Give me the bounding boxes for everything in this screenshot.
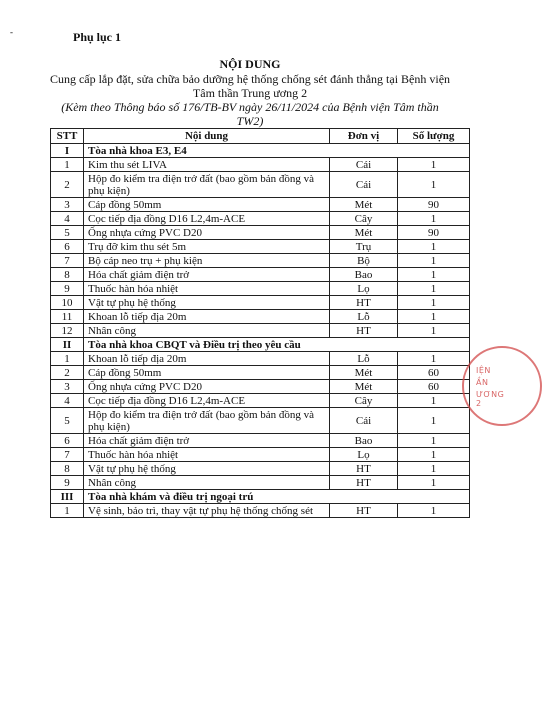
- section-title: Tòa nhà khoa E3, E4: [84, 144, 470, 158]
- row-stt: 2: [51, 172, 84, 198]
- row-content: Thuốc hàn hóa nhiệt: [84, 448, 330, 462]
- row-stt: 8: [51, 462, 84, 476]
- row-stt: 12: [51, 324, 84, 338]
- row-quantity: 1: [398, 268, 470, 282]
- row-unit: HT: [330, 476, 398, 490]
- row-quantity: 1: [398, 310, 470, 324]
- row-unit: HT: [330, 324, 398, 338]
- row-content: Cọc tiếp địa đồng D16 L2,4m-ACE: [84, 394, 330, 408]
- row-stt: 6: [51, 434, 84, 448]
- table-body: [51, 144, 470, 518]
- col-header-unit: Đơn vị: [330, 129, 398, 144]
- table-row: [51, 504, 470, 518]
- stamp-text-3: ƯƠNG 2: [476, 390, 505, 408]
- row-quantity: 1: [398, 282, 470, 296]
- row-stt: 9: [51, 282, 84, 296]
- row-content: Khoan lỗ tiếp địa 20m: [84, 310, 330, 324]
- row-stt: 9: [51, 476, 84, 490]
- row-quantity: 1: [398, 240, 470, 254]
- row-stt: 3: [51, 380, 84, 394]
- table-row: [51, 268, 470, 282]
- row-unit: Cây: [330, 212, 398, 226]
- row-unit: HT: [330, 462, 398, 476]
- col-header-qty: Số lượng: [398, 129, 470, 144]
- row-quantity: 1: [398, 434, 470, 448]
- section-row: [51, 338, 470, 352]
- section-number: II: [51, 338, 84, 352]
- table-row: [51, 380, 470, 394]
- row-unit: Bao: [330, 434, 398, 448]
- row-stt: 4: [51, 212, 84, 226]
- row-quantity: 60: [398, 366, 470, 380]
- row-unit: Bộ: [330, 254, 398, 268]
- row-content: Ống nhựa cứng PVC D20: [84, 380, 330, 394]
- table-row: [51, 212, 470, 226]
- reference-note-line-1: (Kèm theo Thông báo số 176/TB-BV ngày 26/11/2024 của Bệnh viện Tâm thần: [61, 100, 439, 114]
- row-quantity: 1: [398, 324, 470, 338]
- row-quantity: 1: [398, 476, 470, 490]
- row-quantity: 1: [398, 212, 470, 226]
- row-stt: 10: [51, 296, 84, 310]
- subtitle-line-1: Cung cấp lắp đặt, sửa chữa bảo dưỡng hệ thống chống sét đánh thẳng tại Bệnh viện: [49, 72, 451, 86]
- row-unit: Cái: [330, 158, 398, 172]
- row-quantity: 1: [398, 158, 470, 172]
- table-row: [51, 282, 470, 296]
- row-quantity: 1: [398, 352, 470, 366]
- row-stt: 1: [51, 504, 84, 518]
- table-row: [51, 296, 470, 310]
- row-stt: 8: [51, 268, 84, 282]
- row-quantity: 1: [398, 394, 470, 408]
- row-quantity: 1: [398, 172, 470, 198]
- section-number: III: [51, 490, 84, 504]
- row-unit: Mét: [330, 380, 398, 394]
- row-stt: 5: [51, 226, 84, 240]
- row-content: Hóa chất giảm điện trở: [84, 268, 330, 282]
- row-unit: Bao: [330, 268, 398, 282]
- section-number: I: [51, 144, 84, 158]
- row-stt: 7: [51, 448, 84, 462]
- row-content: Kim thu sét LIVA: [84, 158, 330, 172]
- row-stt: 11: [51, 310, 84, 324]
- row-content: Cọc tiếp địa đồng D16 L2,4m-ACE: [84, 212, 330, 226]
- table-row: [51, 408, 470, 434]
- table-header-row: [51, 129, 470, 144]
- table-row: [51, 434, 470, 448]
- table-row: [51, 324, 470, 338]
- row-stt: 2: [51, 366, 84, 380]
- row-unit: Lỗ: [330, 310, 398, 324]
- row-content: Vật tự phụ hệ thống: [84, 462, 330, 476]
- row-quantity: 1: [398, 504, 470, 518]
- table-row: [51, 462, 470, 476]
- row-unit: Cái: [330, 172, 398, 198]
- section-row: [51, 144, 470, 158]
- row-content: Bộ cáp neo trụ + phụ kiện: [84, 254, 330, 268]
- row-unit: Cây: [330, 394, 398, 408]
- table-row: [51, 172, 470, 198]
- corner-mark: -: [10, 27, 13, 37]
- table-row: [51, 226, 470, 240]
- row-content: Vật tự phụ hệ thống: [84, 296, 330, 310]
- appendix-label: Phụ lục 1: [73, 30, 122, 44]
- row-content: Vệ sinh, bảo trì, thay vật tự phụ hệ thống chống sét: [84, 504, 330, 518]
- col-header-content: Nội dung: [84, 129, 330, 144]
- row-quantity: 90: [398, 226, 470, 240]
- row-stt: 5: [51, 408, 84, 434]
- table-row: [51, 394, 470, 408]
- row-unit: Lỗ: [330, 352, 398, 366]
- stamp-text-2: ẦN: [476, 378, 489, 387]
- row-stt: 4: [51, 394, 84, 408]
- stamp-text-1: IỆN: [476, 366, 491, 375]
- row-stt: 1: [51, 352, 84, 366]
- row-unit: Lọ: [330, 448, 398, 462]
- row-content: Hộp đo kiểm tra điện trở đất (bao gồm bản đồng và phụ kiện): [84, 408, 330, 434]
- col-header-stt: STT: [51, 129, 84, 144]
- subtitle-line-2: Tâm thần Trung ương 2: [192, 86, 308, 100]
- section-row: [51, 490, 470, 504]
- row-quantity: 1: [398, 254, 470, 268]
- row-unit: Mét: [330, 226, 398, 240]
- table-row: [51, 240, 470, 254]
- row-stt: 7: [51, 254, 84, 268]
- row-content: Ống nhựa cứng PVC D20: [84, 226, 330, 240]
- red-seal-stamp: [462, 346, 542, 426]
- table-row: [51, 158, 470, 172]
- row-unit: Mét: [330, 366, 398, 380]
- row-content: Hộp đo kiểm tra điện trở đất (bao gồm bản đồng và phụ kiện): [84, 172, 330, 198]
- table-row: [51, 476, 470, 490]
- reference-note-line-2: TW2): [236, 114, 264, 128]
- row-stt: 3: [51, 198, 84, 212]
- section-title: Tòa nhà khoa CBQT và Điều trị theo yêu cầu: [84, 338, 470, 352]
- row-quantity: 1: [398, 408, 470, 434]
- row-content: Hóa chất giảm điện trở: [84, 434, 330, 448]
- table-row: [51, 198, 470, 212]
- row-unit: Cái: [330, 408, 398, 434]
- table-row: [51, 366, 470, 380]
- section-title: Tòa nhà khám và điều trị ngoại trú: [84, 490, 470, 504]
- row-unit: HT: [330, 504, 398, 518]
- row-content: Trụ đỡ kim thu sét 5m: [84, 240, 330, 254]
- document-title: NỘI DUNG: [219, 57, 281, 71]
- row-content: Cáp đồng 50mm: [84, 198, 330, 212]
- row-content: Nhân công: [84, 476, 330, 490]
- table-row: [51, 448, 470, 462]
- row-quantity: 90: [398, 198, 470, 212]
- row-stt: 6: [51, 240, 84, 254]
- table-row: [51, 254, 470, 268]
- row-content: Khoan lỗ tiếp địa 20m: [84, 352, 330, 366]
- row-quantity: 1: [398, 296, 470, 310]
- row-unit: HT: [330, 296, 398, 310]
- items-table: [50, 128, 470, 518]
- row-quantity: 1: [398, 462, 470, 476]
- row-unit: Lọ: [330, 282, 398, 296]
- row-content: Cáp đồng 50mm: [84, 366, 330, 380]
- table-row: [51, 352, 470, 366]
- row-unit: Mét: [330, 198, 398, 212]
- table-row: [51, 310, 470, 324]
- row-quantity: 1: [398, 448, 470, 462]
- row-content: Nhân công: [84, 324, 330, 338]
- row-unit: Trụ: [330, 240, 398, 254]
- row-stt: 1: [51, 158, 84, 172]
- row-quantity: 60: [398, 380, 470, 394]
- row-content: Thuốc hàn hóa nhiệt: [84, 282, 330, 296]
